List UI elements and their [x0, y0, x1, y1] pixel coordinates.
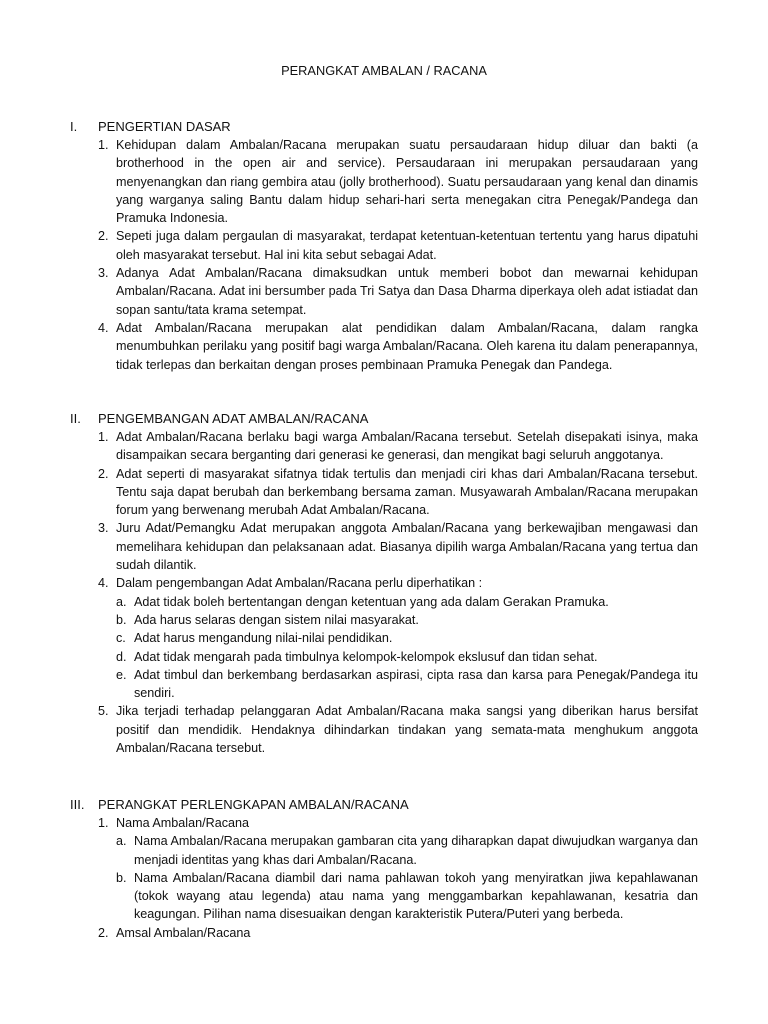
list-item: [70, 136, 698, 227]
sub-item-text: Nama Ambalan/Racana merupakan gambaran cita yang diharapkan dapat diwujudkan warganya dan menjadi identitas yang khas dari Ambalan/Racana.: [134, 834, 698, 867]
item-text: Adat Ambalan/Racana merupakan alat pendidikan dalam Ambalan/Racana, dalam rangka menumbuhkan perilaku yang positif bagi warga Ambalan/Racana. Oleh karena itu dalam penerapannya, tidak terlepas dan berkaitan dengan proses pembinaan Pramuka Penegak dan Pandega.: [116, 320, 698, 372]
sub-list-item: [116, 869, 698, 924]
section-heading: [70, 117, 698, 136]
section-item-list: [70, 814, 698, 942]
list-item: [70, 264, 698, 319]
item-text: Adat seperti di masyarakat sifatnya tidak tertulis dan menjadi ciri khas dari Ambalan/Racana tersebut. Tentu saja dapat berubah dan berkembang bersama zaman. Musyawarah Ambalan/Racana merupakan forum yang berwenang merubah Adat Ambalan/Racana.: [116, 466, 698, 518]
item-number: 1.: [98, 816, 109, 830]
section-number: III.: [70, 797, 85, 812]
item-number: 1.: [98, 430, 109, 444]
section-title: PENGEMBANGAN ADAT AMBALAN/RACANA: [98, 411, 369, 426]
section-pengembangan-adat: [70, 409, 698, 757]
item-text: Jika terjadi terhadap pelanggaran Adat Ambalan/Racana maka sangsi yang diberikan harus bersifat positif dan mendidik. Hendaknya dihindarkan tindakan yang semata-mata menghukum anggota Ambalan/Racana tersebut.: [116, 704, 698, 756]
section-title: PENGERTIAN DASAR: [98, 119, 231, 134]
item-number: 4.: [98, 576, 109, 591]
sub-item-letter: d.: [116, 649, 127, 664]
sub-item-text: Nama Ambalan/Racana diambil dari nama pahlawan tokoh yang menyiratkan jiwa kepahlawanan (tokok wayang atau legenda) atau nama yang menggambarkan kepahlawanan, kesatria dan keagungan. Pilihan nama disesuaikan dengan karakteristik Putera/Puteri yang berbeda.: [134, 870, 698, 922]
sub-list-item: [116, 832, 698, 869]
item-number: 1.: [98, 138, 109, 152]
item-number: 5.: [98, 704, 109, 719]
sub-item-letter: a.: [116, 834, 127, 849]
item-number: 2.: [98, 466, 109, 481]
item-text: Juru Adat/Pemangku Adat merupakan anggota Ambalan/Racana yang berkewajiban mengawasi dan memelihara kehidupan dan pelaksanaan adat. Biasanya dipilih warga Ambalan/Racana yang tertua dan sudah dilantik.: [116, 521, 698, 573]
item-text: Dalam pengembangan Adat Ambalan/Racana perlu diperhatikan :: [116, 576, 483, 591]
sub-list-item: [116, 629, 698, 647]
item-text: Nama Ambalan/Racana: [116, 816, 250, 830]
section-item-list: [70, 428, 698, 757]
list-item: [70, 519, 698, 574]
list-item: [70, 227, 698, 264]
item-number: 2.: [98, 229, 109, 244]
item-number: 3.: [98, 521, 109, 536]
sub-item-text: Ada harus selaras dengan sistem nilai masyarakat.: [134, 612, 419, 627]
sub-item-letter: e.: [116, 667, 127, 682]
sub-item-text: Adat timbul dan berkembang berdasarkan aspirasi, cipta rasa dan karsa para Penegak/Pandega itu sendiri.: [134, 667, 698, 701]
section-heading: [70, 409, 698, 428]
item-number: 2.: [98, 925, 109, 940]
list-item: [70, 465, 698, 520]
sub-item-letter: b.: [116, 870, 127, 885]
item-number: 3.: [98, 266, 109, 281]
item-text: Sepeti juga dalam pergaulan di masyarakat, terdapat ketentuan-ketentuan tertentu yang harus dipatuhi oleh masyarakat tersebut. Hal ini kita sebut sebagai Adat.: [116, 229, 698, 262]
item-number: 4.: [98, 320, 109, 335]
list-item: [70, 702, 698, 757]
sub-item-text: Adat harus mengandung nilai-nilai pendidikan.: [134, 631, 393, 646]
item-text: Amsal Ambalan/Racana: [116, 925, 251, 940]
sub-item-text: Adat tidak mengarah pada timbulnya kelompok-kelompok ekslusuf dan tidan sehat.: [134, 649, 598, 664]
list-item: [70, 319, 698, 374]
sub-item-list: [116, 832, 698, 923]
section-title: PERANGKAT PERLENGKAPAN AMBALAN/RACANA: [98, 797, 409, 812]
item-text: Adat Ambalan/Racana berlaku bagi warga Ambalan/Racana tersebut. Setelah disepakati isinya, maka disampaikan secara berganting dari generasi ke generasi, dan mengikat bagi seluruh anggotanya.: [116, 430, 698, 463]
section-heading: [70, 795, 698, 814]
list-item: [70, 574, 698, 702]
section-item-list: [70, 136, 698, 374]
sub-item-letter: b.: [116, 612, 127, 627]
list-item: [70, 814, 698, 924]
section-perangkat-perlengkapan: [70, 795, 698, 942]
sub-item-letter: c.: [116, 631, 126, 646]
section-number: II.: [70, 411, 81, 426]
sub-list-item: [116, 666, 698, 703]
sub-list-item: [116, 611, 698, 629]
section-number: I.: [70, 119, 78, 134]
sub-list-item: [116, 593, 698, 611]
list-item: [70, 428, 698, 465]
document-title: PERANGKAT AMBALAN / RACANA: [281, 63, 487, 78]
sub-list-item: [116, 648, 698, 666]
list-item: [70, 924, 698, 942]
sub-item-list: [116, 593, 698, 703]
sub-item-letter: a.: [116, 594, 127, 609]
section-pengertian-dasar: [70, 117, 698, 374]
item-text: Adanya Adat Ambalan/Racana dimaksudkan untuk memberi bobot dan mewarnai kehidupan Ambalan/Racana. Adat ini bersumber pada Tri Satya dan Dasa Dharma diperkaya oleh adat istiadat dan sopan santu/tata krama setempat.: [116, 266, 698, 317]
sub-item-text: Adat tidak boleh bertentangan dengan ketentuan yang ada dalam Gerakan Pramuka.: [134, 594, 609, 609]
item-text: Kehidupan dalam Ambalan/Racana merupakan suatu persaudaraan hidup diluar dan bakti (a brotherhood in the open air and service). Persaudaraan ini merupakan persaudaraan yang menyenangkan dan riang gembira atau (jolly brotherhood). Suatu persaudaraan yang kenal dan dinamis yang warganya saling Bantu dalam hidup sehari-hari serta menegakan citra Penegak/Pandega dan Pramuka Indonesia.: [116, 138, 698, 226]
